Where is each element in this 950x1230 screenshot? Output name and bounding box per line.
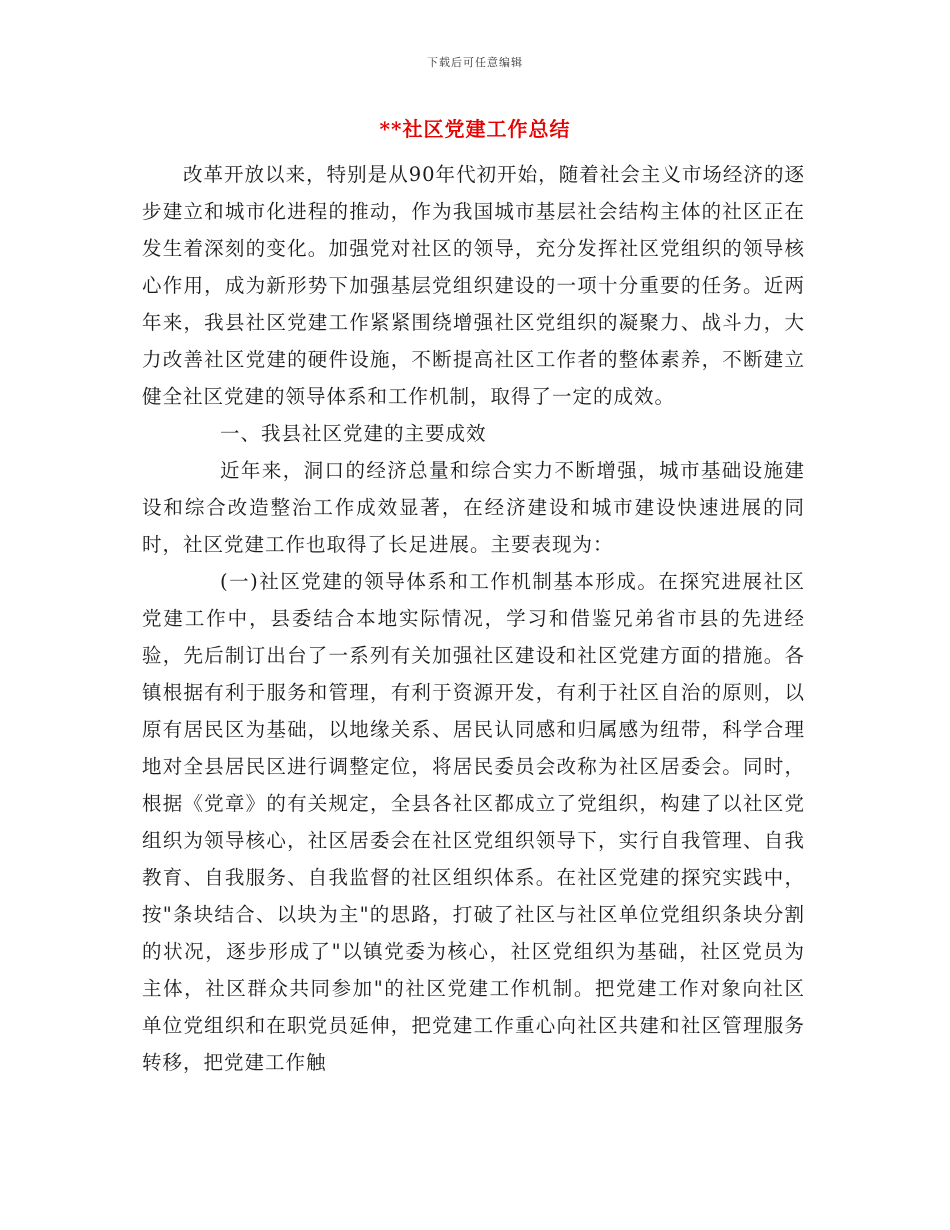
paragraph-point-one: (一)社区党建的领导体系和工作机制基本形成。在探究进展社区党建工作中，县委结合本地实际情况，学习和借鉴兄弟省市县的先进经验，先后制订出台了一系列有关加强社区建设和社区党建方面的措施。各镇根据有利于服务和管理，有利于资源开发，有利于社区自治的原则，以原有居民区为基础，以地缘关系、居民认同感和归属感为纽带，科学合理地对全县居民区进行调整定位，将居民委员会改称为社区居委会。同时，根据《党章》的有关规定，全县各社区都成立了党组织，构建了以社区党组织为领导核心，社区居委会在社区党组织领导下，实行自我管理、自我教育、自我服务、自我监督的社区组织体系。在社区党建的探究实践中，按"条块结合、以块为主"的思路，打破了社区与社区单位党组织条块分割的状况，逐步形成了"以镇党委为核心，社区党组织为基础，社区党员为主体，社区群众共同参加"的社区党建工作机制。把党建工作对象向社区单位党组织和在职党员延伸，把党建工作重心向社区共建和社区管理服务转移，把党建工作触 (142, 570, 805, 1074)
paragraph-intro: 改革开放以来，特别是从90年代初开始，随着社会主义市场经济的逐步建立和城市化进程的推动，作为我国城市基层社会结构主体的社区正在发生着深刻的变化。加强党对社区的领导，充分发挥社区党组织的领导核心作用，成为新形势下加强基层党组织建设的一项十分重要的任务。近两年来，我县社区党建工作紧紧围绕增强社区党组织的凝聚力、战斗力，大力改善社区党建的硬件设施，不断提高社区工作者的整体素养，不断建立健全社区党建的领导体系和工作机制，取得了一定的成效。 (142, 163, 805, 408)
paragraph-overview: 近年来，洞口的经济总量和综合实力不断增强，城市基础设施建设和综合改造整治工作成效显著，在经济建设和城市建设快速进展的同时，社区党建工作也取得了长足进展。主要表现为： (142, 459, 805, 556)
header-note: 下载后可任意编辑 (427, 56, 523, 69)
document-title: **社区党建工作总结 (379, 117, 571, 141)
section-heading: 一、我县社区党建的主要成效 (220, 422, 487, 445)
document-body (142, 156, 805, 1081)
